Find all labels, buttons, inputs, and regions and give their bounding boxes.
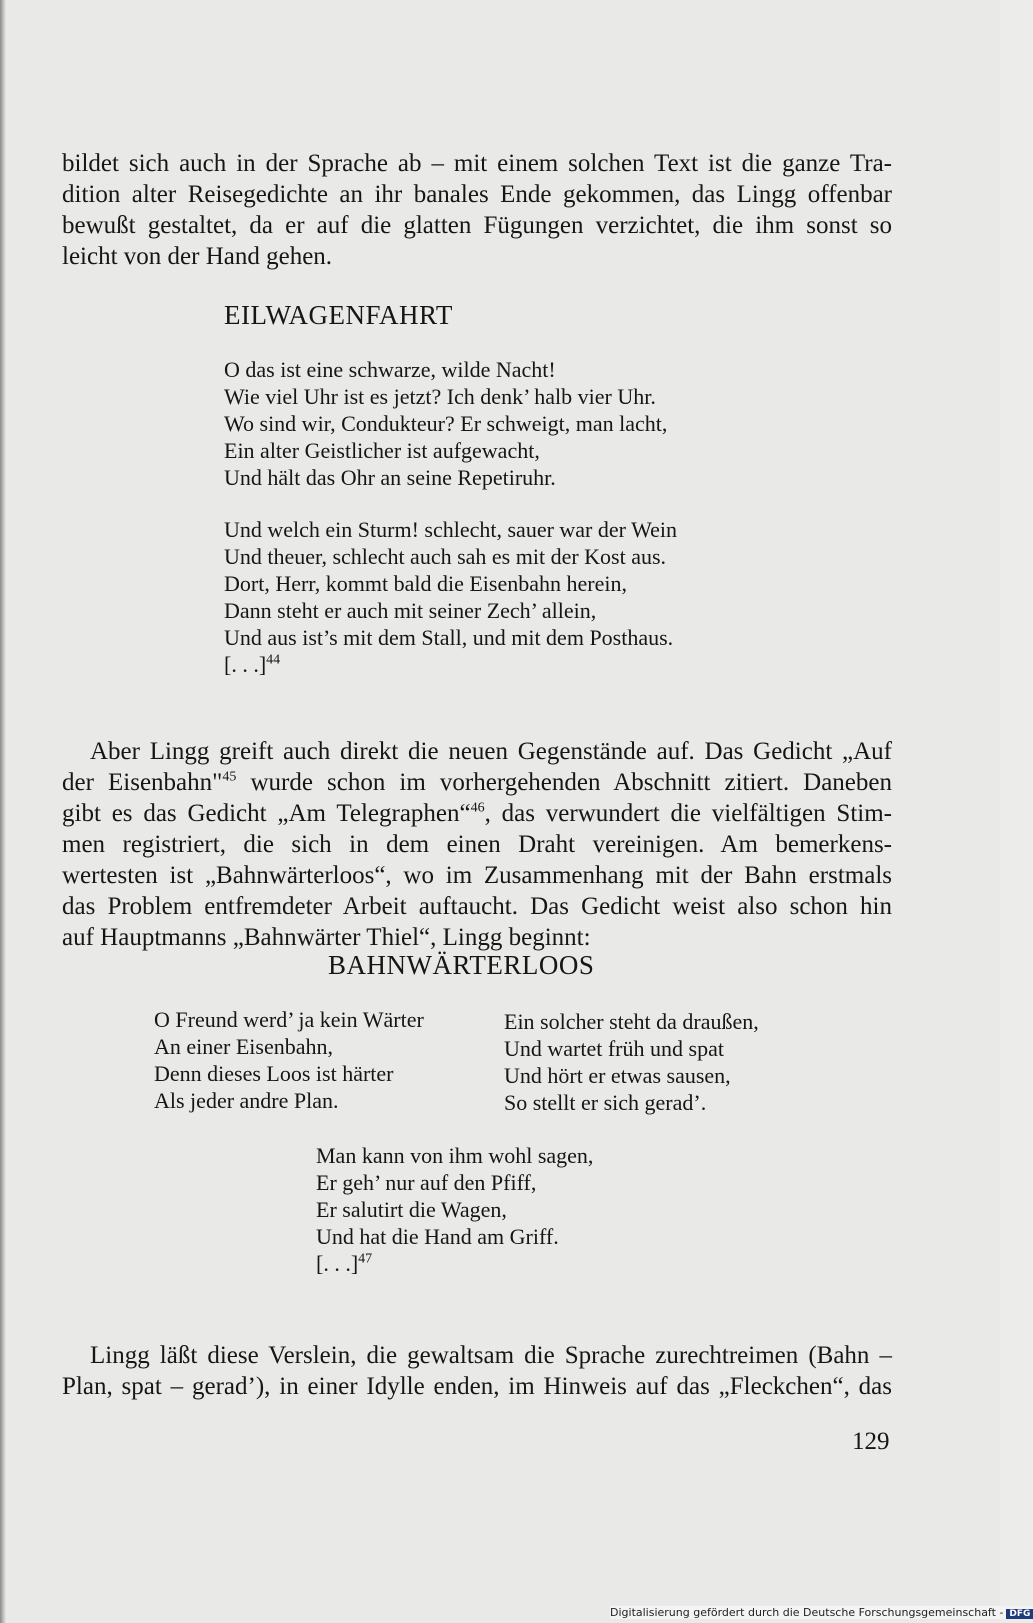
verse-line: Er geh’ nur auf den Pfiff,: [316, 1170, 537, 1195]
footnote-marker: 44: [266, 652, 281, 668]
page-edge-shadow: [0, 0, 6, 1623]
ellipsis-text: [. . .]: [224, 652, 267, 677]
poem-stanza-1: [224, 356, 667, 491]
text-line: wertesten ist „Bahnwärterloos“, wo im Zusammenhang mit der Bahn erstmals: [62, 862, 892, 889]
text-fragment: , das verwundert die vielfältigen Stim-: [484, 800, 893, 827]
verse-line: An einer Eisenbahn,: [154, 1034, 333, 1059]
verse-line: Wo sind wir, Condukteur? Er schweigt, man lacht,: [224, 411, 668, 436]
verse-line: Er salutirt die Wagen,: [316, 1197, 507, 1222]
paragraph-closing: [62, 1340, 892, 1402]
verse-line: O Freund werd’ ja kein Wärter: [154, 1007, 424, 1032]
ellipsis-text: [. . .]: [316, 1251, 359, 1276]
text-line: dition alter Reisegedichte an ihr banales Ende gekommen, das Lingg offenbar: [62, 181, 892, 208]
text-line: Lingg läßt diese Verslein, die gewaltsam die Sprache zurechtreimen (Bahn –: [90, 1342, 892, 1369]
text-line: Plan, spat – gerad’), in einer Idylle enden, im Hinweis auf das „Fleckchen“, das: [62, 1373, 892, 1400]
verse-line: So stellt er sich gerad’.: [504, 1090, 707, 1115]
poem-stanza-3: [316, 1142, 593, 1277]
verse-line: Und aus ist’s mit dem Stall, und mit dem Posthaus.: [224, 625, 674, 650]
text-line: men registriert, die sich in dem einen Draht vereinigen. Am bemerkens-: [62, 831, 892, 858]
text-fragment: der Eisenbahn": [62, 769, 223, 796]
page-number: 129: [852, 1428, 890, 1455]
verse-line: Und hält das Ohr an seine Repetiruhr.: [224, 465, 556, 490]
verse-line: Und hat die Hand am Griff.: [316, 1224, 559, 1249]
footer-text: Digitalisierung gefördert durch die Deutsche Forschungsgemeinschaft -: [610, 1606, 1004, 1619]
footnote-marker: 46: [470, 800, 485, 816]
poem-title-bahnwaerterloos: BAHNWÄRTERLOOS: [328, 950, 595, 980]
verse-line: Wie viel Uhr ist es jetzt? Ich denk’ halb vier Uhr.: [224, 384, 656, 409]
footnote-marker: 47: [358, 1251, 373, 1267]
verse-line: Ein alter Geistlicher ist aufgewacht,: [224, 438, 540, 463]
verse-line: Und theuer, schlecht auch sah es mit der Kost aus.: [224, 544, 667, 569]
verse-line: Man kann von ihm wohl sagen,: [316, 1143, 594, 1168]
text-line: auf Hauptmanns „Bahnwärter Thiel“, Lingg beginnt:: [62, 924, 591, 951]
verse-line: O das ist eine schwarze, wilde Nacht!: [224, 357, 556, 382]
verse-line: Dort, Herr, kommt bald die Eisenbahn herein,: [224, 571, 627, 596]
text-line: bewußt gestaltet, da er auf die glatten Fügungen verzichtet, die ihm sonst so: [62, 212, 892, 239]
verse-line: Und wartet früh und spat: [504, 1036, 724, 1061]
poem-title-eilwagenfahrt: EILWAGENFAHRT: [224, 300, 453, 330]
text-fragment: gibt es das Gedicht „Am Telegraphen“: [62, 800, 471, 827]
text-line: bildet sich auch in der Sprache ab – mit einem solchen Text ist die ganze Tra-: [62, 150, 892, 177]
text-line: leicht von der Hand gehen.: [62, 243, 333, 270]
digitization-footer: [610, 1606, 1033, 1619]
verse-line: Und hört er etwas sausen,: [504, 1063, 731, 1088]
poem-column-left: [154, 1006, 424, 1114]
text-line: [62, 798, 892, 829]
verse-line: Als jeder andre Plan.: [154, 1088, 339, 1113]
dfg-logo: DFG: [1006, 1609, 1033, 1619]
poem-ellipsis: [316, 1250, 593, 1277]
poem-stanza-2: [224, 516, 677, 678]
text-fragment: wurde schon im vorhergehenden Abschnitt zitiert. Daneben: [236, 769, 892, 796]
text-line: Aber Lingg greift auch direkt die neuen Gegenstände auf. Das Gedicht „Auf: [90, 738, 892, 765]
text-line: [62, 767, 892, 798]
footnote-marker: 45: [222, 769, 237, 785]
verse-line: Und welch ein Sturm! schlecht, sauer war der Wein: [224, 517, 677, 542]
verse-line: Denn dieses Loos ist härter: [154, 1061, 394, 1086]
poem-column-right: [504, 1008, 759, 1116]
text-line: das Problem entfremdeter Arbeit auftaucht. Das Gedicht weist also schon hin: [62, 893, 892, 920]
paragraph-body: [62, 736, 892, 953]
poem-ellipsis: [224, 651, 677, 678]
verse-line: Ein solcher steht da draußen,: [504, 1009, 759, 1034]
verse-line: Dann steht er auch mit seiner Zech’ allein,: [224, 598, 597, 623]
paragraph-intro: [62, 148, 892, 272]
